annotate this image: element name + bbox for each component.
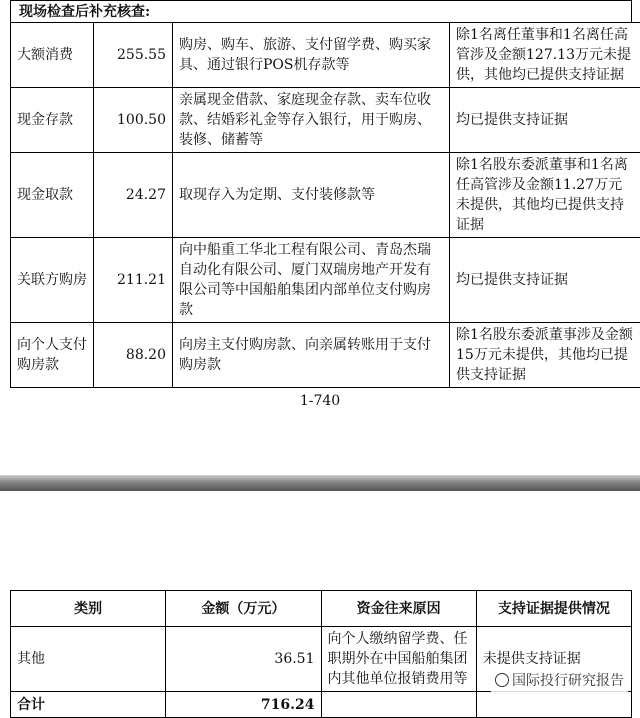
verification-table-continued: [10, 590, 632, 718]
table-row: [11, 23, 640, 88]
evidence-cell: 除1名离任董事和1名离任高管涉及金额127.13万元未提供，其他均已提供支持证据: [450, 23, 640, 88]
watermark: [491, 668, 628, 692]
category-cell: 向个人支付购房款: [11, 323, 94, 388]
header-amount: 金额（万元）: [166, 591, 321, 627]
table-row: [11, 238, 640, 323]
empty-cell: [476, 692, 631, 718]
evidence-cell: 均已提供支持证据: [450, 88, 640, 153]
category-cell: 其他: [11, 627, 166, 692]
page-number: 1-740: [0, 393, 640, 409]
amount-cell: 88.20: [94, 323, 173, 388]
evidence-cell: 除1名股东委派董事涉及金额15万元未提供，其他均已提供支持证据: [450, 323, 640, 388]
evidence-cell: 均已提供支持证据: [450, 238, 640, 323]
watermark-text: 国际投行研究报告: [512, 673, 624, 689]
amount-cell: 255.55: [94, 23, 173, 88]
category-cell: 大额消费: [11, 23, 94, 88]
reason-cell: 取现存入为定期、支付装修款等: [173, 153, 450, 238]
amount-cell: 100.50: [94, 88, 173, 153]
category-cell: 现金存款: [11, 88, 94, 153]
amount-cell: 36.51: [166, 627, 321, 692]
reason-cell: 向中船重工华北工程有限公司、青岛杰瑞自动化有限公司、厦门双瑞房地产开发有限公司等中国船舶集团内部单位支付购房款: [173, 238, 450, 323]
header-reason: 资金往来原因: [321, 591, 476, 627]
header-category: 类别: [11, 591, 166, 627]
reason-cell: 向个人缴纳留学费、任职期外在中国船舶集团内其他单位报销费用等: [321, 627, 476, 692]
header-evidence: 支持证据提供情况: [476, 591, 631, 627]
table-header-row: [11, 591, 632, 627]
evidence-cell: 未提供支持证据: [476, 627, 631, 692]
section-title: 现场检查后补充核查:: [10, 0, 632, 22]
total-label: 合计: [11, 692, 166, 718]
table-row: [11, 153, 640, 238]
reason-cell: 亲属现金借款、家庭现金存款、卖车位收款、结婚彩礼金等存入银行，用于购房、装修、储蓄等: [173, 88, 450, 153]
total-amount: 716.24: [166, 692, 321, 718]
category-cell: 现金取款: [11, 153, 94, 238]
total-row: [11, 692, 632, 718]
evidence-cell: 除1名股东委派董事和1名离任高管涉及金额11.27万元未提供，其他均已提供支持证据: [450, 153, 640, 238]
page-separator: [0, 475, 640, 491]
chat-bubble-icon: [495, 673, 509, 687]
empty-cell: [321, 692, 476, 718]
verification-table: [10, 22, 640, 388]
reason-cell: 购房、购车、旅游、支付留学费、购买家具、通过银行POS机存款等: [173, 23, 450, 88]
table-row: [11, 88, 640, 153]
amount-cell: 211.21: [94, 238, 173, 323]
table-row: [11, 323, 640, 388]
amount-cell: 24.27: [94, 153, 173, 238]
category-cell: 关联方购房: [11, 238, 94, 323]
reason-cell: 向房主支付购房款、向亲属转账用于支付购房款: [173, 323, 450, 388]
